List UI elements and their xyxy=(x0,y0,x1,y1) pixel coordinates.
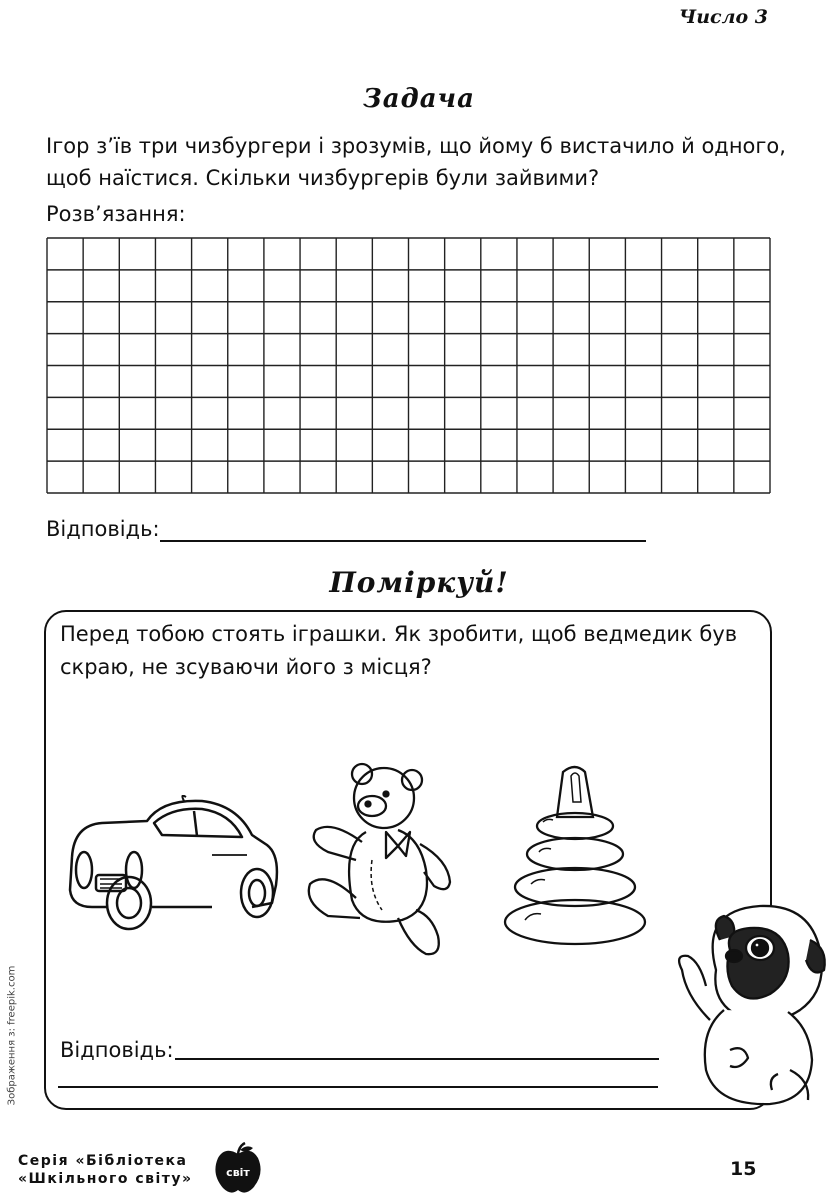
series-line-1: Серія «Бібліотека xyxy=(18,1153,188,1169)
apple-logo-icon xyxy=(213,1142,263,1196)
car-icon xyxy=(62,795,292,935)
pug-icon xyxy=(660,900,830,1110)
think-answer-line-2[interactable] xyxy=(58,1086,658,1088)
think-text: Перед тобою стоять іграшки. Як зробити, щоб ведмедик був скраю, не зсуваючи його з місця? xyxy=(60,622,738,679)
image-credit: Зображення з: freepik.com xyxy=(6,965,18,1106)
task-answer-line[interactable] xyxy=(160,540,646,542)
think-title: Поміркуй! xyxy=(329,566,509,599)
grid-lines xyxy=(46,237,771,494)
logo-text: світ xyxy=(226,1166,250,1179)
solution-grid[interactable] xyxy=(46,237,771,494)
series-title xyxy=(18,1152,193,1188)
task-text: Ігор з’їв три чизбургери і зрозумів, що йому б вистачило й одного, щоб наїстися. Скільки чизбургерів були зайвими? xyxy=(46,134,786,190)
teddy-bear-icon xyxy=(302,760,462,960)
think-answer-line-1[interactable] xyxy=(175,1058,659,1060)
think-answer-label: Відповідь: xyxy=(60,1038,174,1062)
pyramid-toy-icon xyxy=(503,762,653,952)
solution-label: Розв’язання: xyxy=(46,202,186,226)
page-number: 15 xyxy=(730,1158,757,1180)
task-title: Задача xyxy=(363,84,475,114)
chapter-number: Число 3 xyxy=(678,6,768,28)
task-answer-label: Відповідь: xyxy=(46,517,160,541)
series-line-2: «Шкільного світу» xyxy=(18,1171,193,1187)
